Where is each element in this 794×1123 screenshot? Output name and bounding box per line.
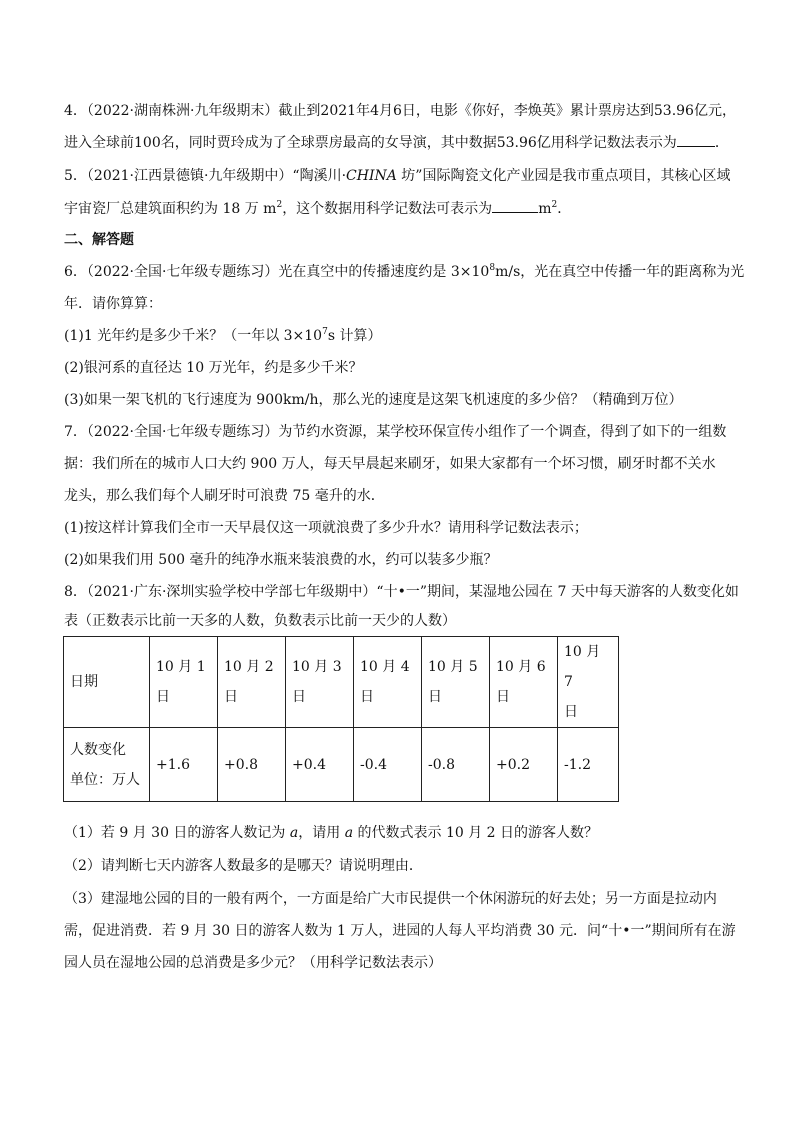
q5-answer-blank (492, 198, 538, 213)
q5-line-1-a: 5．（2021·江西景德镇·九年级期中）“陶溪川· (64, 168, 347, 184)
table-cell-change: +0.2 (490, 728, 558, 802)
q6-part-2: (2)银河系的直径达 10 万光年，约是多少千米？ (64, 360, 363, 376)
table-cell-change: +0.4 (286, 728, 354, 802)
date-label: 10 月 7 (564, 644, 601, 690)
q8-part-3-line-3: 园人员在湿地公园的总消费是多少元？（用科学记数法表示） (64, 955, 442, 971)
table-cell-date (218, 637, 286, 728)
date-label: 10 月 5 (428, 659, 478, 675)
table-cell-change: +0.8 (218, 728, 286, 802)
q6-line-1-b: m/s，光在真空中传播一年的距离称为光 (495, 264, 745, 280)
q6-part-1 (64, 326, 381, 346)
date-label: 10 月 3 (292, 659, 342, 675)
q8-part-1-var: a (289, 825, 299, 841)
date-label: 10 月 2 (224, 659, 274, 675)
q6-line-1 (64, 262, 744, 282)
q5-line-2-c: m (538, 201, 552, 217)
date-label: 10 月 4 (360, 659, 410, 675)
q6-part-1-a: (1)1 光年约是多少千米？（一年以 3×10 (64, 328, 323, 344)
date-label-suffix: 日 (156, 689, 170, 705)
table-cell-change: -0.8 (422, 728, 490, 802)
q8-part-1-c: 的代数式表示 10 月 2 日的游客人数？ (353, 825, 599, 841)
q5-line-2 (64, 198, 571, 219)
q8-part-3-line-2: 需，促进消费．若 9 月 30 日的游客人数为 1 万人，进园的人每人平均消费 30 元．问“十•一”期间所有在游 (64, 923, 736, 939)
q5-line-2-a: 宇宙瓷厂总建筑面积约为 18 万 m (64, 201, 277, 217)
q5-line-1-italic: CHINA (346, 168, 397, 184)
table-cell-date (286, 637, 354, 728)
date-label-suffix: 日 (428, 689, 442, 705)
q5-line-1 (64, 166, 730, 186)
table-cell-date (490, 637, 558, 728)
q4-line-2 (64, 132, 729, 153)
q7-part-2: (2)如果我们用 500 毫升的纯净水瓶来装浪费的水，约可以装多少瓶？ (64, 552, 498, 568)
q4-line-2-end: ． (714, 135, 729, 151)
visitor-change-table (63, 636, 619, 802)
header-date-label: 日期 (70, 674, 98, 690)
q7-line-3: 龙头，那么我们每个人刷牙时可浪费 75 毫升的水． (64, 488, 385, 504)
q5-line-2-sup2: 2 (551, 200, 558, 210)
table-cell-date (558, 637, 619, 728)
q6-line-1-sup: 8 (489, 263, 496, 273)
q8-part-3-line-1: （3）建湿地公园的目的一般有两个，一方面是给广大市民提供一个休闲游玩的好去处；另一方面是拉动内 (64, 891, 717, 907)
q6-line-2: 年．请你算算： (64, 296, 162, 312)
table-cell-date (422, 637, 490, 728)
table-header-date (64, 637, 150, 728)
q5-line-1-b: 坊”国际陶瓷文化产业园是我市重点项目，其核心区域 (396, 168, 731, 184)
header-change-label: 人数变化 (70, 741, 126, 758)
q7-line-1: 7．（2022·全国·七年级专题练习）为节约水资源，某学校环保宣传小组作了一个调查，得到了如下的一组数 (64, 424, 727, 440)
q8-part-1 (64, 823, 598, 843)
q8-part-1-var2: a (344, 825, 354, 841)
q7-line-2: 据：我们所在的城市人口大约 900 万人，每天早晨起来刷牙，如果大家都有一个坏习惯，刷牙时都不关水 (64, 456, 716, 472)
header-unit-label: 单位：万人 (70, 771, 140, 788)
table-cell-change: -0.4 (354, 728, 422, 802)
q5-line-2-sup: 2 (276, 200, 283, 210)
q6-line-1-a: 6．（2022·全国·七年级专题练习）光在真空中的传播速度约是 3×10 (64, 264, 490, 280)
section-heading: 二、解答题 (64, 232, 134, 248)
q6-part-1-b: s 计算） (327, 328, 382, 344)
q6-part-1-sup: 7 (322, 327, 328, 337)
date-label: 10 月 1 (156, 659, 206, 675)
date-label-suffix: 日 (292, 689, 306, 705)
q8-part-1-b: ，请用 (298, 825, 345, 841)
q7-part-1: (1)按这样计算我们全市一天早晨仅这一项就浪费了多少升水？请用科学记数法表示； (64, 520, 588, 536)
q6-part-3: (3)如果一架飞机的飞行速度为 900km/h，那么光的速度是这架飞机速度的多少倍？（精确到万位） (64, 392, 683, 408)
date-label-suffix: 日 (564, 704, 578, 720)
q8-part-1-a: （1）若 9 月 30 日的游客人数记为 (64, 825, 290, 841)
table-row-dates (64, 637, 619, 728)
q4-line-2-text: 进入全球前100名，同时贾玲成为了全球票房最高的女导演，其中数据53.96亿用科学记数法表示为 (64, 135, 677, 151)
table-cell-date (354, 637, 422, 728)
q8-line-2: 表（正数表示比前一天多的人数，负数表示比前一天少的人数） (64, 613, 456, 629)
date-label: 10 月 6 (496, 659, 546, 675)
table-cell-change: -1.2 (558, 728, 619, 802)
q5-line-2-b: ，这个数据用科学记数法可表示为 (282, 201, 493, 217)
q4-answer-blank (677, 132, 715, 147)
table-header-change (64, 728, 150, 802)
q5-line-2-d: ． (557, 201, 572, 217)
table-row-changes (64, 728, 619, 802)
date-label-suffix: 日 (360, 689, 374, 705)
date-label-suffix: 日 (224, 689, 238, 705)
date-label-suffix: 日 (496, 689, 510, 705)
table-cell-change: +1.6 (150, 728, 218, 802)
table-cell-date (150, 637, 218, 728)
q8-line-1: 8．（2021·广东·深圳实验学校中学部七年级期中）“十•一”期间，某湿地公园在 7 天中每天游客的人数变化如 (64, 584, 739, 600)
q8-part-2: （2）请判断七天内游客人数最多的是哪天？请说明理由． (64, 858, 423, 874)
q4-line-1: 4．（2022·湖南株洲·九年级期末）截止到2021年4月6日，电影《你好，李焕英》累计票房达到53.96亿元， (64, 103, 736, 119)
